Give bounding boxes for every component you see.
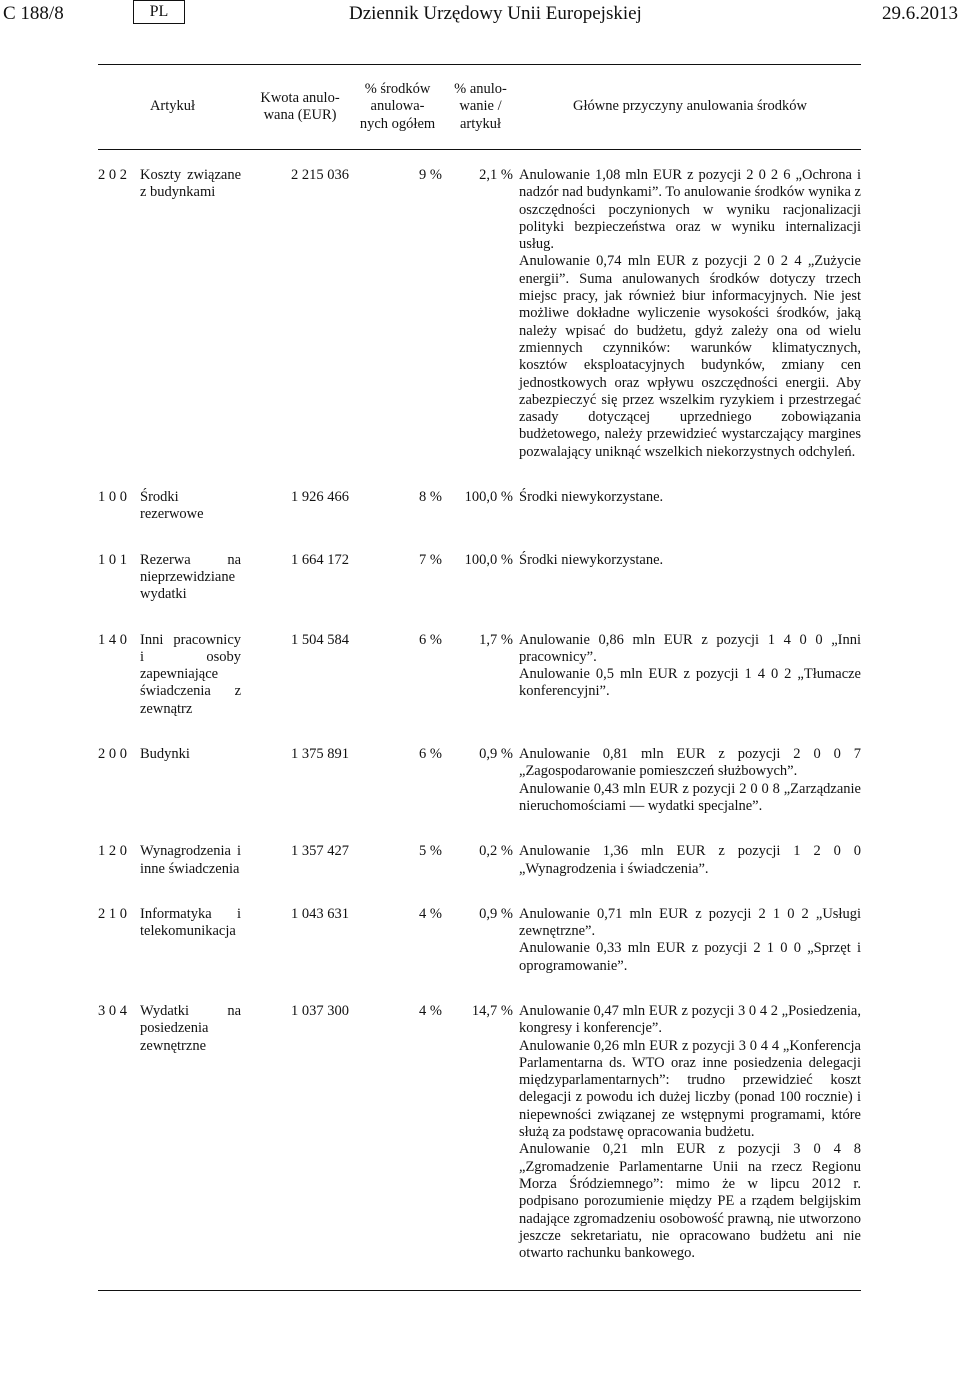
reason-paragraph: Anulowanie 0,71 mln EUR z pozycji 2 1 0 2 „Usługi zewnętrzne”. [519,905,861,940]
cancelled-amount: 1 357 427 [291,843,350,860]
column-header-pct-total: % środków anulowa-nych ogółem [359,81,436,132]
table-row [98,843,861,906]
cancelled-amount: 2 215 036 [291,167,350,183]
pct-of-total: 9 % [419,167,443,183]
pct-of-total: 6 % [419,746,443,763]
page-number: C 188/8 [3,3,64,24]
journal-title: Dziennik Urzędowy Unii Europejskiej [349,3,642,24]
pct-of-total: 4 % [419,1002,443,1019]
issue-date: 29.6.2013 [882,3,958,24]
reason-paragraph: Anulowanie 0,86 mln EUR z pozycji 1 4 0 0 „Inni pracownicy”. [519,631,861,665]
article-code: 1 4 0 [98,631,127,648]
reason-paragraph: Anulowanie 0,81 mln EUR z pozycji 2 0 0 7 „Zagospodarowanie pomieszczeń służbowych”. [519,746,861,780]
article-code: 2 0 2 [98,167,127,183]
table-row [98,1003,861,1291]
reason-paragraph: Anulowanie 0,74 mln EUR z pozycji 2 0 2 4 „Zużycie energii”. Suma anulowanych środków dotyczy trzech miejsc pracy, jak również biur informacyjnych. Nie jest możliwe dokładne wyliczenie wysokości środków, jaką należy wpisać do budżetu, gdyż zależy ona od wielu zmiennych czynników: warunków klimatycznych, kosztów eksploatacyjnych budynków, zmiany cen jednostkowych oraz wpływu oszczędności energii. Aby zabezpieczyć się przez wszelkim ryzykiem i przestrzegać zasady dotyczącej uprzedniego zobowiązania budżetowego, należy przewidzieć wystarczający margines pozwalający uniknąć wszelkich niekorzystnych odchyleń. [519,253,861,460]
pct-of-total: 7 % [419,551,443,568]
article-name: Inni pracownicy i osoby zapewniające świadczenia z zewnątrz [140,631,242,717]
cancellation-reasons [519,632,861,746]
cancelled-amount: 1 037 300 [291,1002,350,1019]
pct-of-article: 0,9 % [479,746,514,763]
column-header-reasons: Główne przyczyny anulowania środków [573,98,807,115]
reason-paragraph: Anulowanie 0,43 mln EUR z pozycji 2 0 0 8 „Zarządzanie nieruchomościami — wydatki specjalne”. [519,780,861,814]
cancellation-reasons [519,906,861,1003]
reason-paragraph: Anulowanie 0,47 mln EUR z pozycji 3 0 4 2 „Posiedzenia, kongresy i konferencje”. [519,1002,861,1037]
cancellation-reasons [519,746,861,843]
reason-paragraph: Anulowanie 1,36 mln EUR z pozycji 1 2 0 0 „Wynagrodzenia i świadczenia”. [519,843,861,877]
reason-paragraph: Anulowanie 0,21 mln EUR z pozycji 3 0 4 8 „Zgromadzenie Parlamentarne Unii na rzecz Regionu Morza Śródziemnego”: mimo że w lipcu 2012 r. podpisano porozumienie między PE a rządem belgijskim nadające zgromadzeniu osobowość prawną, nie utworzono jeszcze sekretariatu, nie opracowano budżetu ani nie otwarto rachunku bankowego. [519,1141,861,1262]
cancelled-amount: 1 504 584 [291,631,350,648]
reason-paragraph: Anulowanie 0,5 mln EUR z pozycji 1 4 0 2 „Tłumacze konferencyjni”. [519,666,861,700]
table-row [98,552,861,632]
cancellation-reasons [519,1003,861,1291]
cancellation-reasons [519,489,861,552]
pct-of-total: 6 % [419,631,443,648]
cancellation-reasons [519,150,861,490]
column-header-pct-article: % anulo-wanie / artykuł [454,81,507,132]
pct-of-article: 2,1 % [479,167,514,183]
article-code: 2 0 0 [98,746,127,763]
page-header [0,0,960,30]
article-name: Wynagrodzenia i inne świadczenia [140,843,242,877]
cancelled-amount: 1 926 466 [291,489,350,506]
pct-of-total: 4 % [419,905,443,922]
article-name: Informatyka i telekomunikacja [140,905,242,940]
article-code: 3 0 4 [98,1002,127,1019]
article-code: 2 1 0 [98,905,127,922]
pct-of-total: 8 % [419,489,443,506]
column-header-article: Artykuł [149,98,196,115]
reason-paragraph: Anulowanie 1,08 mln EUR z pozycji 2 0 2 6 „Ochrona i nadzór nad budynkami”. To anulowanie środków wynika z oszczędności poczynionych w wyniku racjonalizacji polityki bezpieczeństwa oraz w wyniku internalizacji usług. [519,167,861,253]
table-row [98,906,861,1003]
article-name: Rezerwa na nieprzewidziane wydatki [140,551,242,603]
pct-of-total: 5 % [419,843,443,860]
reason-paragraph: Anulowanie 0,26 mln EUR z pozycji 3 0 4 4 „Konferencja Parlamentarna ds. WTO oraz inne posiedzenia delegacji międzyparlamentarnych”: trudno przewidzieć koszt delegacji z powodu ich dużej liczby (ponad 100 rocznie) i niepewności związanej ze wstępnymi programami, które służą za podstawę opracowania budżetu. [519,1037,861,1141]
cancellation-reasons [519,552,861,632]
cancellation-reasons [519,843,861,906]
cancelled-amount: 1 043 631 [291,905,350,922]
pct-of-article: 1,7 % [479,631,514,648]
article-name: Budynki [140,746,190,763]
pct-of-article: 100,0 % [464,489,514,506]
pct-of-article: 0,2 % [479,843,514,860]
table-row [98,746,861,843]
table-row [98,150,861,490]
cancelled-amount: 1 664 172 [291,551,350,568]
language-badge: PL [133,0,185,24]
reason-paragraph: Środki niewykorzystane. [519,551,664,568]
article-code: 1 0 1 [98,551,127,568]
article-name: Wydatki na posiedzenia zewnętrzne [140,1002,242,1054]
reason-paragraph: Anulowanie 0,33 mln EUR z pozycji 2 1 0 0 „Sprzęt i oprogramowanie”. [519,940,861,974]
pct-of-article: 14,7 % [471,1002,514,1019]
reason-paragraph: Środki niewykorzystane. [519,489,664,506]
cancellations-table [98,64,861,1291]
table-row [98,632,861,746]
article-code: 1 2 0 [98,843,127,860]
column-header-amount: Kwota anulo-wana (EUR) [260,89,340,123]
pct-of-article: 100,0 % [464,551,514,568]
pct-of-article: 0,9 % [479,905,514,922]
article-code: 1 0 0 [98,489,127,506]
table-header-row [98,65,861,150]
article-name: Koszty związane z budynkami [140,167,242,201]
article-name: Środki rezerwowe [140,489,204,523]
table-row [98,489,861,552]
cancelled-amount: 1 375 891 [291,746,350,763]
